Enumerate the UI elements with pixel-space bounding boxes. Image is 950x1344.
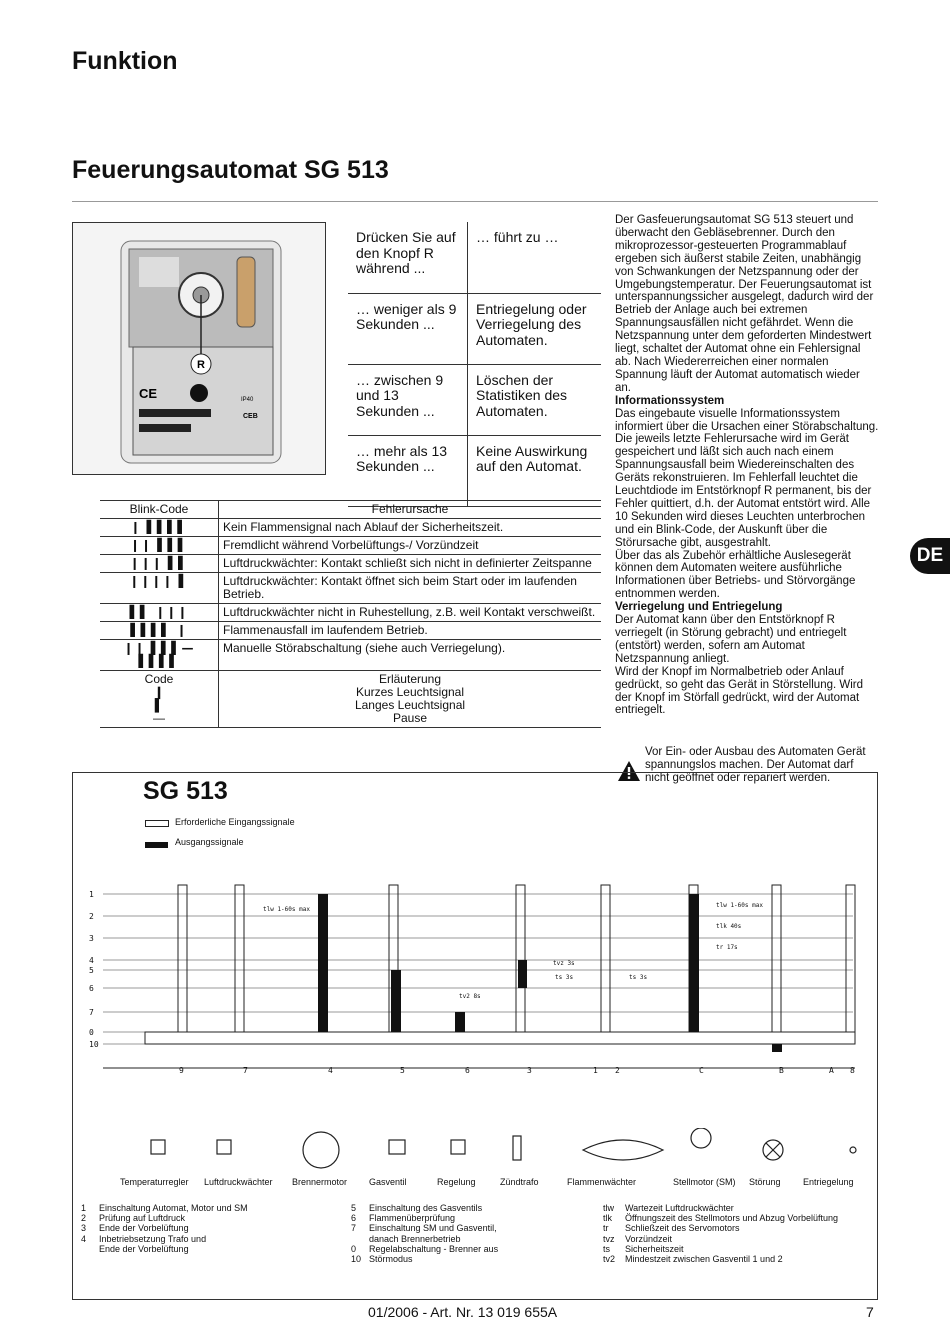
gas-valve-icon: [389, 1140, 405, 1154]
diagram-title: SG 513: [143, 777, 228, 805]
table-row: [100, 519, 601, 537]
fault-text: Fremdlicht während Vorbelüftungs-/ Vorzündzeit: [219, 537, 602, 555]
fault-text: Manuelle Störabschaltung (siehe auch Verriegelung).: [219, 640, 602, 671]
step-mark: A: [829, 1066, 834, 1075]
op-cell: Drücken Sie auf den Knopf R während ...: [348, 222, 468, 293]
op-cell: Löschen der Statistiken des Automaten.: [468, 364, 602, 435]
table-row: [348, 364, 601, 435]
component-label: Luftdruckwächter: [204, 1177, 273, 1187]
time-tlw: tlw 1-60s max: [263, 906, 310, 913]
table-row: [100, 537, 601, 555]
time-tlk: tlk 40s: [716, 923, 742, 930]
component-label: Entriegelung: [803, 1177, 854, 1187]
row-label: 10: [89, 1040, 99, 1049]
op-cell: … weniger als 9 Sekunden ...: [348, 293, 468, 364]
info-paragraph: Das eingebaute visuelle Informationssystem informiert über die Ursachen einer Störabschaltung. Die jeweils letzte Fehlerursache wird im Gerät gespeichert und läßt sich auch nach einem Spannungsausfall beim Wiedereinschalten des Geräts rekonstruieren. Im Fehlerfall leuchtet die Leuchtdiode im Entstörknopf R permanent, bis der Fehler quittiert, d.h. der Automat entstört wird. Alle 10 Sekunden wird dieses Leuchten unterbrochen und ein Blink-Code, der Auskunft über die Störursache gibt, ausgestrahlt.: [615, 407, 879, 549]
table-row: [348, 435, 601, 506]
long-signal-text: Langes Leuchtsignal: [354, 698, 466, 712]
blink-code: ❙❙❙ ▌▌: [100, 555, 219, 573]
lock-paragraph: Der Automat kann über den Entstörknopf R verriegelt (in Störung gebracht) und entriegelt (entstört) werden, sofern am Automat Netzspannung anliegt.: [615, 614, 847, 665]
step-mark: 6: [465, 1066, 470, 1075]
step-mark: 3: [527, 1066, 532, 1075]
ceb-label: CEB: [243, 413, 258, 420]
page-number: 7: [866, 1304, 874, 1320]
step-mark: 9: [179, 1066, 184, 1075]
time-tv2: tv2 8s: [459, 993, 481, 1000]
short-signal-code: ❙: [153, 685, 165, 699]
time-tvz: tvz 3s: [553, 960, 575, 967]
step-mark: 8: [850, 1066, 855, 1075]
lock-paragraph-2: Wird der Knopf im Normalbetrieb oder Anlauf gedrückt, so geht das Gerät in Störstellung. Wird der Knopf im Störfall gedrückt, wird der Automat entriegelt.: [615, 665, 864, 717]
notes-column-2: 5 Einschaltung des Gasventils 6 Flammenüberprüfung 7 Einschaltung SM und Gasventil, danach Brennerbetrieb 0 Regelabschaltung - Brenner aus 10 Störmodus: [351, 1203, 499, 1265]
ignition-transformer-icon: [513, 1136, 521, 1160]
header-fault-cause: Fehlerursache: [219, 501, 602, 519]
step-mark: 4: [328, 1066, 333, 1075]
step-mark: C: [699, 1066, 704, 1075]
pause-text: Pause: [392, 711, 428, 725]
step-mark: 1: [593, 1066, 598, 1075]
intro-paragraph: Der Gasfeuerungsautomat SG 513 steuert und überwacht den Gebläsebrenner. Durch den mikroprozessor-gesteuerten Programmablauf ergeben sich äußerst stabile Zeiten, unabhängig von Schwankungen der Netzspannung oder der Umgebungstemperatur. Der Feuerungsautomat ist unterspannungssicher ausgelegt, dadurch wird der Betrieb der Anlage auch bei extremen Spannungsausfällen nicht gefährdet. Wenn die Netzspannung unter dem geforderten Mindestwert liegt, schaltet der Automat ohne ein Fehlersignal ab. Nach Wiedererreichen einer normalen Spannung läuft der Automat automatisch wieder an.: [615, 214, 874, 394]
product-title: Feuerungsautomat SG 513: [72, 156, 389, 184]
output-legend: Ausgangssignale: [175, 837, 244, 847]
timing-chart: [73, 873, 877, 1113]
table-row: [348, 222, 601, 293]
component-labels: [73, 1177, 877, 1191]
temperature-controller-icon: [151, 1140, 165, 1154]
description-text: [615, 214, 879, 717]
knob-operation-table: [348, 222, 601, 507]
op-cell: Keine Auswirkung auf den Automat.: [468, 435, 602, 506]
op-cell: … zwischen 9 und 13 Sekunden ...: [348, 364, 468, 435]
warning-text: Vor Ein- oder Ausbau des Automaten Gerät spannungslos machen. Der Automat darf nicht geöffnet oder repariert werden.: [645, 746, 866, 784]
notes-column-3: tlw Wartezeit Luftdruckwächter tlk Öffnungszeit des Stellmotors und Abzug Vorbelüftung tr Schließzeit des Servomotors tvz Vorzündzeit ts Sicherheitszeit tv2 Mindestzeit zwischen Gasventil 1 und 2: [603, 1203, 838, 1265]
header-blink-code: Blink-Code: [100, 501, 219, 519]
step-mark: 2: [615, 1066, 620, 1075]
blink-code: ▌▌▌▌ ❙: [100, 622, 219, 640]
control-icon: [451, 1140, 465, 1154]
time-ts-2: ts 3s: [629, 974, 648, 981]
burner-motor-icon: [303, 1132, 339, 1168]
input-signal-swatch: [145, 820, 169, 827]
legend-explanation-header: Erläuterung: [378, 672, 442, 686]
table-row: [100, 640, 601, 671]
row-label: 6: [89, 984, 94, 993]
component-label: Stellmotor (SM): [673, 1177, 736, 1187]
pause-code: —: [153, 711, 165, 725]
component-label: Brennermotor: [292, 1177, 348, 1187]
component-label: Gasventil: [369, 1177, 407, 1187]
title-rule: [72, 201, 878, 202]
device-photo: [72, 222, 326, 475]
step-mark: 7: [243, 1066, 248, 1075]
blink-code-table: [100, 500, 601, 728]
long-signal-code: ▌: [154, 698, 164, 712]
row-label: 5: [89, 966, 94, 975]
component-symbols: [113, 1128, 873, 1178]
step-mark: B: [779, 1066, 784, 1075]
knob-label: R: [197, 359, 205, 371]
short-signal-text: Kurzes Leuchtsignal: [355, 685, 465, 699]
air-pressure-switch-icon: [217, 1140, 231, 1154]
blink-code: ❙❙ ▌▌▌—▌▌▌▌: [100, 640, 219, 671]
blink-code: ▌▌ ❙❙❙: [100, 604, 219, 622]
info-paragraph-2: Über das als Zubehör erhältliche Auslesegerät können dem Automaten weitere ausführliche Informationen über Betriebs- und Störvorgänge entnommen werden.: [615, 549, 856, 601]
table-row: [100, 555, 601, 573]
info-heading: Informationssystem: [615, 394, 725, 407]
row-label: 7: [89, 1008, 94, 1017]
fault-text: Flammenausfall im laufendem Betrieb.: [219, 622, 602, 640]
language-tab: DE: [910, 538, 950, 574]
legend-codes: [100, 671, 219, 728]
section-title: Funktion: [72, 47, 178, 75]
output-signal-swatch: [145, 842, 168, 848]
fault-text: Kein Flammensignal nach Ablauf der Sicherheitszeit.: [219, 519, 602, 537]
ip-label: IP40: [241, 397, 254, 403]
op-cell: … mehr als 13 Sekunden ...: [348, 435, 468, 506]
timing-diagram: [72, 772, 878, 1300]
table-row: [100, 622, 601, 640]
component-label: Zündtrafo: [500, 1177, 539, 1187]
blink-code: ❙❙❙❙ ▌: [100, 573, 219, 604]
fault-text: Luftdruckwächter: Kontakt öffnet sich beim Start oder im laufenden Betrieb.: [219, 573, 602, 604]
row-label: 4: [89, 956, 94, 965]
fault-text: Luftdruckwächter nicht in Ruhestellung, z.B. weil Kontakt verschweißt.: [219, 604, 602, 622]
component-label: Temperaturregler: [120, 1177, 189, 1187]
time-tlw-2: tlw 1-60s max: [716, 902, 763, 909]
fault-text: Luftdruckwächter: Kontakt schließt sich nicht in definierter Zeitspanne: [219, 555, 602, 573]
row-label: 2: [89, 912, 94, 921]
table-row: [100, 604, 601, 622]
legend-row: [100, 671, 601, 728]
op-cell: Entriegelung oder Verriegelung des Automaten.: [468, 293, 602, 364]
legend-explanations: [219, 671, 602, 728]
time-tr: tr 17s: [716, 944, 738, 951]
ce-mark: CE: [139, 386, 158, 401]
input-legend: Erforderliche Eingangssignale: [175, 817, 295, 827]
row-label: 3: [89, 934, 94, 943]
time-ts: ts 3s: [555, 974, 574, 981]
component-label: Regelung: [437, 1177, 476, 1187]
lock-heading: Verriegelung und Entriegelung: [615, 601, 783, 614]
step-mark: 5: [400, 1066, 405, 1075]
legend-code-header: Code: [144, 672, 174, 686]
flame-detector-icon: [583, 1140, 663, 1160]
component-label: Flammenwächter: [567, 1177, 637, 1187]
blink-code: ❙❙ ▌▌▌: [100, 537, 219, 555]
reset-icon: [850, 1147, 856, 1153]
table-row: [348, 293, 601, 364]
notes-column-1: 1 Einschaltung Automat, Motor und SM 2 Prüfung auf Luftdruck 3 Ende der Vorbelüftung 4 Inbetriebsetzung Trafo und Ende der Vorbelüftung: [81, 1203, 248, 1254]
component-label: Störung: [749, 1177, 781, 1187]
device-illustration: [73, 223, 325, 474]
row-label: 0: [89, 1028, 94, 1037]
table-header-row: [100, 501, 601, 519]
blink-code: ❙ ▌▌▌▌: [100, 519, 219, 537]
table-row: [100, 573, 601, 604]
row-label: 1: [89, 890, 94, 899]
servo-motor-icon: [691, 1128, 711, 1148]
op-cell: … führt zu …: [468, 222, 602, 293]
article-reference: 01/2006 - Art. Nr. 13 019 655A: [368, 1304, 558, 1320]
